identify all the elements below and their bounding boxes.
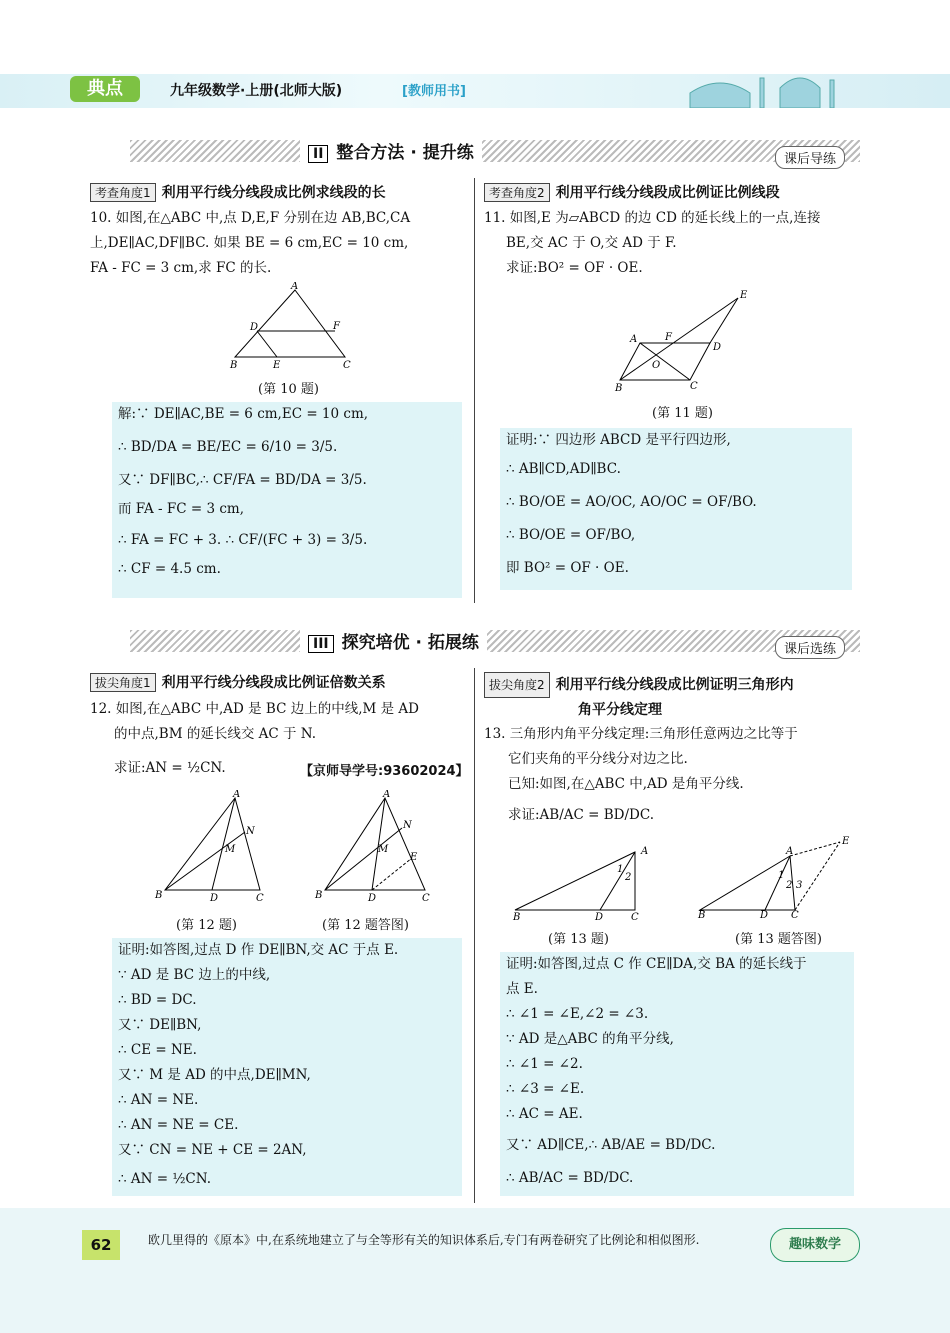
q11-angle-tag: 考查角度2: [484, 183, 550, 202]
q13-angle-title: 利用平行线分线段成比例证明三角形内: [555, 677, 794, 693]
q13-solution-box: [500, 952, 854, 1196]
svg-text:D: D: [713, 342, 722, 353]
q11-solution-line: ∴ BO/OE = AO/OC, AO/OC = OF/BO.: [506, 494, 757, 510]
svg-text:D: D: [595, 912, 604, 922]
q10-solution-line: 又∵ DF∥BC,∴ CF/FA = BD/DA = 3/5.: [118, 472, 367, 488]
q13-figure: [505, 840, 655, 922]
svg-text:N: N: [246, 826, 255, 837]
q12-line: 的中点,BM 的延长线交 AC 于 N.: [114, 726, 317, 742]
svg-text:B: B: [315, 890, 323, 901]
q12-answer-caption: (第 12 题答图): [322, 918, 409, 933]
q13-line: 它们夹角的平分线分对边之比.: [508, 751, 688, 767]
q10-question: [90, 206, 470, 281]
q11-question: [484, 206, 864, 281]
q12-line: 12. 如图,在△ABC 中,AD 是 BC 边上的中线,M 是 AD: [90, 701, 419, 717]
svg-text:M: M: [225, 844, 236, 855]
q12-guide-code: 【京师导学号:93602024】: [300, 764, 469, 779]
column-divider-top: [474, 178, 475, 603]
svg-text:E: E: [842, 836, 850, 847]
brand-logo: 典点: [70, 76, 140, 102]
svg-text:1: 1: [617, 864, 624, 875]
q13-solution-line: ∴ AC = AE.: [506, 1106, 583, 1122]
svg-text:B: B: [155, 890, 163, 901]
q10-solution-line: ∴ CF = 4.5 cm.: [118, 561, 221, 577]
section-3-bar: [130, 630, 860, 652]
q11-line: BE,交 AC 于 O,交 AD 于 F.: [506, 235, 677, 251]
q13-solution-line: ∴ ∠1 = ∠E,∠2 = ∠3.: [506, 1006, 649, 1022]
q11-caption: (第 11 题): [652, 406, 713, 421]
q13-line: 13. 三角形内角平分线定理:三角形任意两边之比等于: [484, 726, 798, 742]
svg-text:2: 2: [625, 872, 632, 883]
section-3-label: 探究培优 · 拓展练: [341, 633, 479, 653]
q13-solution-line: ∴ AB/AC = BD/DC.: [506, 1170, 634, 1186]
svg-text:A: A: [786, 846, 794, 857]
q12-solution-box: [112, 938, 462, 1196]
q12-angle-title: 利用平行线分线段成比例证倍数关系: [161, 675, 386, 691]
svg-text:A: A: [630, 334, 638, 345]
q13-angle-title-2: 角平分线定理: [578, 702, 662, 718]
svg-text:C: C: [256, 893, 264, 902]
q13-solution-line: ∴ ∠3 = ∠E.: [506, 1081, 585, 1097]
q10-figure: [225, 282, 355, 372]
section-3-number: III: [308, 635, 334, 653]
q10-line: FA - FC = 3 cm,求 FC 的长.: [90, 260, 272, 276]
q12-caption: (第 12 题): [176, 918, 237, 933]
teacher-edition-tag: [教师用书]: [402, 84, 466, 99]
q12-solution-line: ∴ AN = NE.: [118, 1092, 199, 1108]
mosque-illustration-icon: [680, 68, 880, 108]
svg-text:3: 3: [796, 880, 803, 891]
q13-angle-tag: 拔尖角度2: [484, 672, 550, 698]
q11-line: 求证:BO² = OF · OE.: [506, 260, 643, 276]
q12-solution-line: ∴ AN = NE = CE.: [118, 1117, 239, 1133]
section-2-bar: [130, 140, 860, 162]
section-3-title: [300, 628, 487, 653]
svg-text:N: N: [403, 820, 412, 831]
q10-line: 10. 如图,在△ABC 中,点 D,E,F 分别在边 AB,BC,CA: [90, 210, 411, 226]
q10-caption: (第 10 题): [258, 382, 319, 397]
svg-text:D: D: [250, 322, 259, 333]
q13-solution-line: 证明:如答图,过点 C 作 CE∥DA,交 BA 的延长线于: [506, 956, 807, 972]
section-2-title: [300, 138, 482, 163]
q10-angle: [90, 182, 386, 202]
q12-angle: [90, 672, 386, 692]
q12-solution-line: ∴ CE = NE.: [118, 1042, 197, 1058]
q13-line: 求证:AB/AC = BD/DC.: [508, 807, 654, 823]
q10-line: 上,DE∥AC,DF∥BC. 如果 BE = 6 cm,EC = 10 cm,: [90, 235, 409, 251]
q12-solution-line: ∴ BD = DC.: [118, 992, 197, 1008]
q11-solution-line: ∴ BO/OE = OF/BO,: [506, 527, 636, 543]
q11-figure: [610, 288, 760, 394]
q10-solution-line: 解:∵ DE∥AC,BE = 6 cm,EC = 10 cm,: [118, 406, 369, 422]
q12-solution-line: ∵ AD 是 BC 边上的中线,: [118, 967, 271, 983]
svg-text:A: A: [641, 846, 649, 857]
q13-solution-line: ∵ AD 是△ABC 的角平分线,: [506, 1031, 674, 1047]
svg-text:B: B: [615, 383, 623, 394]
q13-angle: [484, 672, 864, 722]
q10-solution-box: [112, 402, 462, 598]
svg-text:A: A: [233, 790, 241, 800]
column-divider-bottom: [474, 668, 475, 1203]
q13-solution-line: ∴ ∠1 = ∠2.: [506, 1056, 583, 1072]
svg-text:C: C: [690, 381, 698, 392]
section-2-number: II: [308, 145, 328, 163]
q13-caption: (第 13 题): [548, 932, 609, 947]
q10-angle-tag: 考查角度1: [90, 183, 156, 202]
q13-answer-figure: [690, 834, 860, 922]
q11-solution-box: [500, 428, 852, 590]
book-title: 九年级数学·上册(北师大版): [170, 83, 343, 99]
svg-text:D: D: [760, 910, 769, 921]
svg-text:D: D: [210, 893, 219, 902]
q12-answer-figure: [310, 790, 440, 902]
q11-solution-line: ∴ AB∥CD,AD∥BC.: [506, 461, 621, 477]
q12-figure: [150, 790, 280, 902]
svg-text:O: O: [652, 360, 661, 371]
footer-note: 欧几里得的《原本》中,在系统地建立了与全等形有关的知识体系后,专门有两卷研究了比例论和相似图形.: [148, 1233, 700, 1247]
q13-solution-line: 又∵ AD∥CE,∴ AB/AE = BD/DC.: [506, 1137, 716, 1153]
q12-solution-line: 又∵ DE∥BN,: [118, 1017, 202, 1033]
section-2-side-label: 课后导练: [775, 146, 845, 169]
q13-solution-line: 点 E.: [506, 981, 538, 997]
svg-text:F: F: [333, 321, 340, 332]
fun-math-badge: 趣味数学: [770, 1228, 860, 1262]
q12-prove: 求证:AN = ½CN.: [114, 760, 226, 776]
q12-solution-line: 又∵ CN = NE + CE = 2AN,: [118, 1142, 307, 1158]
svg-text:E: E: [273, 360, 281, 371]
q11-angle: [484, 182, 780, 202]
svg-text:E: E: [410, 852, 418, 863]
svg-text:E: E: [740, 290, 748, 301]
svg-text:C: C: [791, 910, 799, 921]
q13-question: [484, 722, 864, 828]
section-2-label: 整合方法 · 提升练: [336, 143, 474, 163]
svg-text:2: 2: [786, 880, 793, 891]
q13-line: 已知:如图,在△ABC 中,AD 是角平分线.: [508, 776, 744, 792]
svg-text:D: D: [368, 893, 377, 902]
section-3-side-label: 课后选练: [775, 636, 845, 659]
svg-text:1: 1: [778, 870, 785, 881]
footer-band: [0, 1208, 950, 1333]
q11-solution-line: 证明:∵ 四边形 ABCD 是平行四边形,: [506, 432, 731, 448]
svg-text:C: C: [422, 893, 430, 902]
q12-solution-line: 证明:如答图,过点 D 作 DE∥BN,交 AC 于点 E.: [118, 942, 399, 958]
svg-text:B: B: [230, 360, 238, 371]
svg-text:B: B: [698, 910, 706, 921]
q12-angle-tag: 拔尖角度1: [90, 673, 156, 692]
svg-text:F: F: [665, 332, 672, 343]
q10-angle-title: 利用平行线分线段成比例求线段的长: [161, 185, 386, 201]
page-number: 62: [82, 1230, 120, 1260]
q11-angle-title: 利用平行线分线段成比例证比例线段: [555, 185, 780, 201]
q12-solution-line: 又∵ M 是 AD 的中点,DE∥MN,: [118, 1067, 311, 1083]
q11-solution-line: 即 BO² = OF · OE.: [506, 560, 629, 576]
svg-text:C: C: [631, 912, 639, 922]
q10-solution-line: ∴ FA = FC + 3. ∴ CF/(FC + 3) = 3/5.: [118, 532, 368, 548]
q10-solution-line: 而 FA - FC = 3 cm,: [118, 501, 245, 517]
svg-text:M: M: [378, 844, 389, 855]
q12-solution-line: ∴ AN = ½CN.: [118, 1171, 211, 1187]
q11-line: 11. 如图,E 为▱ABCD 的边 CD 的延长线上的一点,连接: [484, 210, 821, 226]
q12-question: [90, 697, 470, 747]
q13-answer-caption: (第 13 题答图): [735, 932, 822, 947]
svg-text:A: A: [291, 282, 299, 292]
svg-text:C: C: [343, 360, 351, 371]
q10-solution-line: ∴ BD/DA = BE/EC = 6/10 = 3/5.: [118, 439, 338, 455]
svg-text:A: A: [383, 790, 391, 800]
svg-text:B: B: [513, 912, 521, 922]
